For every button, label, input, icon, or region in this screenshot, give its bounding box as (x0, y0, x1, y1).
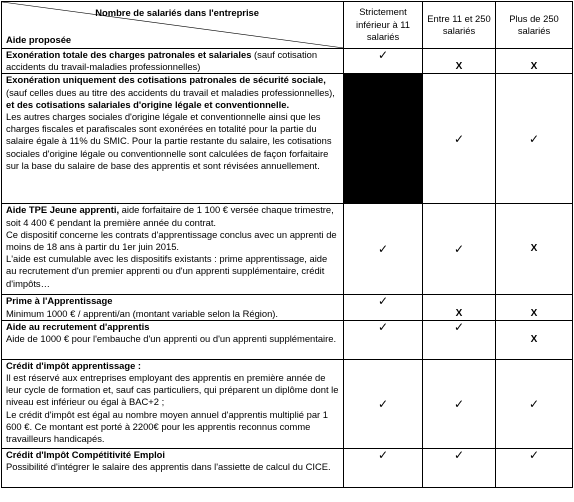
cell-medium (423, 295, 496, 320)
cell-small (344, 49, 423, 74)
row-text: Aide de 1000 € pour l'embauche d'un apprenti ou d'un apprenti supplémentaire. (6, 333, 337, 345)
check-icon: ✓ (453, 319, 465, 334)
table-row (2, 74, 573, 204)
row-description (2, 320, 344, 359)
row-title: Crédit d'impôt apprentissage : (6, 359, 142, 371)
row-description (2, 74, 344, 204)
row-text: Le crédit d'impôt est égal au nombre moyen annuel d'apprentis multiplié par 1 600 €. Ce montant est porté à 2200€ pour les apprentis reconnus comme travailleurs handicapés. (6, 408, 328, 445)
cell-medium (423, 359, 496, 448)
table-row (2, 204, 573, 295)
cell-small (344, 320, 423, 359)
row-title-continued: et des cotisations salariales d'origine légale et conventionnelle. (6, 98, 290, 110)
row-title: Prime à l'Apprentissage (6, 295, 113, 307)
row-description (2, 49, 344, 74)
cell-large (496, 295, 573, 320)
cell-small (344, 448, 423, 487)
cell-large (496, 49, 573, 74)
header-col-medium: Entre 11 et 250 salariés (423, 2, 496, 49)
check-icon: ✓ (377, 48, 389, 62)
row-text: (sauf cotisation accidents du travail-maladies professionnelles) (6, 49, 318, 73)
cell-large (496, 448, 573, 487)
row-description (2, 448, 344, 487)
cross-icon: X (455, 61, 463, 73)
table-row (2, 359, 573, 448)
header-company-size: Nombre de salariés dans l'entreprise (95, 7, 259, 18)
row-description (2, 204, 344, 295)
cell-small (344, 359, 423, 448)
row-description (2, 295, 344, 320)
cell-large (496, 74, 573, 204)
table-row (2, 295, 573, 320)
cell-medium (423, 49, 496, 74)
check-icon: ✓ (377, 294, 389, 309)
check-icon: ✓ (528, 131, 540, 146)
row-text: Les autres charges sociales d'origine légale et conventionnelle ainsi que les charges fiscales et parafiscales sont exonérées en totalité pour la partie du salaire égale à 11% du SMIC. Pour la partie restante du salaire, les cotisations sociales d'origine légale ou conventionnelle sont calculées de façon forfaitaire sur la base du salaire de base des apprentis et sont révisées annuellement. (6, 111, 332, 171)
row-title: Crédit d'Impôt Compétitivité Emploi (6, 448, 166, 460)
row-text: Il est réservé aux entreprises employant des apprentis en première année de leur cycle de formation et, sauf cas particuliers, qui préparent un diplôme dont le niveau est inférieur ou égal à BAC+2 ; (6, 372, 339, 408)
row-text: Possibilité d'intégrer le salaire des apprentis dans l'assiette de calcul du CICE. (6, 461, 331, 473)
row-text: Ce dispositif concerne les contrats d'apprentissage conclus avec un apprenti de moins de 18 ans à partir du 1er juin 2015. (6, 228, 337, 253)
check-icon: ✓ (453, 447, 465, 462)
cell-medium (423, 320, 496, 359)
check-icon: ✓ (453, 396, 465, 411)
row-title: Exonération uniquement des cotisations patronales de sécurité sociale, (6, 74, 326, 86)
row-title: Aide TPE Jeune apprenti, (6, 204, 120, 216)
cross-icon: X (455, 307, 463, 319)
check-icon: ✓ (377, 396, 389, 411)
header-col-small: Strictement inférieur à 11 salariés (344, 2, 423, 49)
diagonal-header-cell (2, 2, 344, 49)
header-aid-type: Aide proposée (6, 33, 72, 45)
row-title: Exonération totale des charges patronales et salariales (6, 49, 252, 60)
row-text: (sauf celles dues au titre des accidents du travail et maladies professionnelles), (6, 86, 335, 98)
table-row (2, 448, 573, 487)
check-icon: ✓ (377, 447, 389, 462)
cell-small (344, 204, 423, 295)
cell-large (496, 320, 573, 359)
cell-medium (423, 204, 496, 295)
table-row (2, 320, 573, 359)
table-row (2, 49, 573, 74)
aid-table (1, 1, 573, 488)
check-icon: ✓ (453, 131, 465, 146)
header-col-large: Plus de 250 salariés (496, 2, 573, 49)
check-icon: ✓ (528, 396, 540, 411)
cell-medium (423, 74, 496, 204)
header-row (2, 2, 573, 49)
check-icon: ✓ (377, 319, 389, 334)
row-title: Aide au recrutement d'apprentis (6, 320, 150, 332)
cell-medium (423, 448, 496, 487)
check-icon: ✓ (377, 242, 389, 257)
cross-icon: X (530, 333, 538, 345)
cross-icon: X (530, 243, 538, 255)
check-icon: ✓ (453, 242, 465, 257)
row-text: L'aide est cumulable avec les dispositifs existants : prime apprentissage, aide au recrutement d'un premier apprenti ou d'un apprenti supplémentaire, crédit d'impôts… (6, 253, 328, 289)
cell-large (496, 204, 573, 295)
row-description (2, 359, 344, 448)
row-text: Minimum 1000 € / apprenti/an (montant variable selon la Région). (6, 307, 279, 319)
cell-large (496, 359, 573, 448)
cross-icon: X (530, 61, 538, 73)
check-icon: ✓ (528, 447, 540, 462)
cell-small (344, 295, 423, 320)
row-text: aide forfaitaire de 1 100 € versée chaque trimestre, soit 4 400 € pendant la première année du contrat. (6, 204, 334, 228)
cross-icon: X (530, 307, 538, 319)
cell-small-blacked-out (344, 74, 423, 204)
